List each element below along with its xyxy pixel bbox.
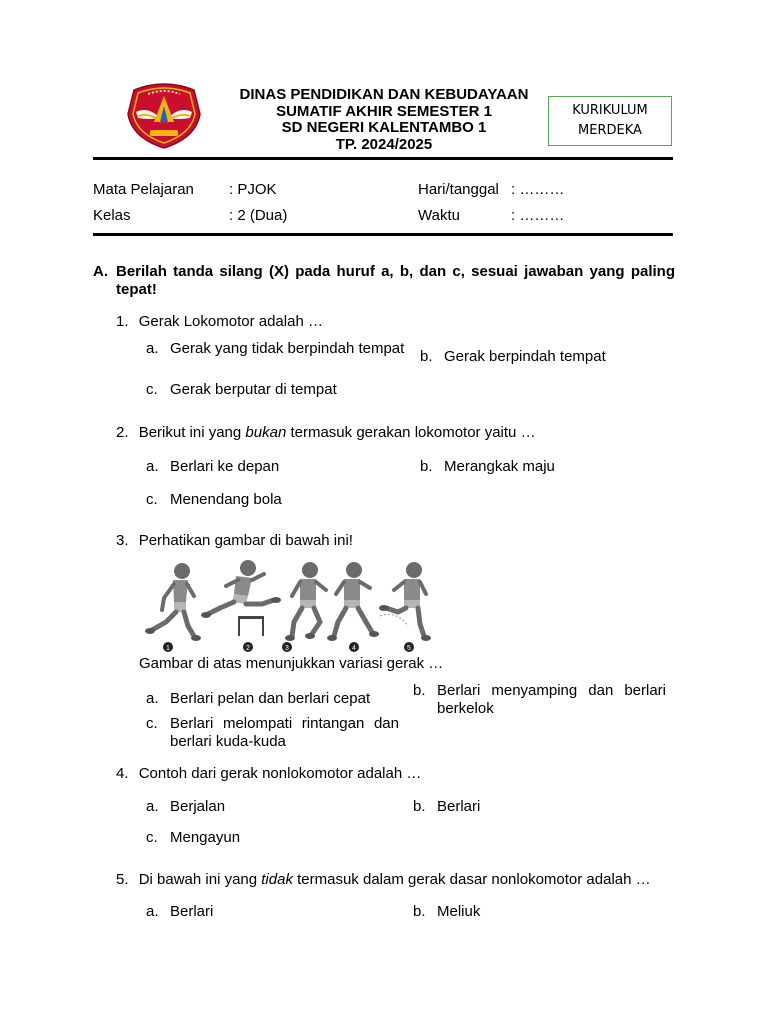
option-text: Berlari ke depan — [170, 458, 280, 475]
section-letter: A. — [93, 263, 108, 280]
header-divider — [93, 157, 673, 160]
q5-option-b[interactable] — [413, 903, 663, 921]
q1-option-b[interactable] — [420, 348, 680, 366]
option-letter: a. — [146, 690, 159, 707]
option-letter: c. — [146, 715, 158, 732]
figure-number-5-label: 5 — [407, 645, 411, 652]
option-letter: c. — [146, 381, 158, 398]
question-number: 1. — [116, 313, 129, 330]
option-text: Berlari melompati rintangan dan berlari kuda-kuda — [170, 715, 399, 750]
option-letter: c. — [146, 491, 158, 508]
question-text: Perhatikan gambar di bawah ini! — [138, 532, 353, 549]
question-4 — [116, 765, 421, 783]
question-number: 3. — [116, 532, 129, 549]
option-text: Gerak berputar di tempat — [170, 381, 337, 398]
question-number: 5. — [116, 871, 129, 888]
q1-option-c[interactable] — [146, 381, 426, 399]
runner-figure-2 — [201, 560, 281, 636]
time-value: : ……… — [511, 207, 565, 224]
q4-option-b[interactable] — [413, 798, 663, 816]
section-a-instruction — [93, 263, 675, 298]
figure-number-4-label: 4 — [352, 645, 356, 652]
option-letter: b. — [413, 798, 426, 815]
question-text: Contoh dari gerak nonlokomotor adalah … — [138, 765, 422, 782]
question-text-pre: Di bawah ini yang — [138, 871, 262, 888]
option-letter: b. — [420, 348, 433, 365]
q3-option-a[interactable] — [146, 690, 406, 708]
question-text — [139, 871, 651, 888]
question-text-emphasis: tidak — [261, 871, 293, 888]
question-number: 2. — [116, 424, 129, 441]
runner-figure-1 — [145, 563, 201, 641]
option-letter: a. — [146, 340, 159, 357]
info-divider — [93, 233, 673, 236]
question-text-post: termasuk dalam gerak dasar nonlokomotor adalah … — [292, 871, 651, 888]
day-value: : ……… — [511, 181, 565, 198]
option-text: Mengayun — [170, 829, 241, 846]
option-text: Gerak berpindah tempat — [444, 348, 606, 365]
header-title — [214, 87, 554, 153]
q5-option-a[interactable] — [146, 903, 396, 921]
q3-option-b[interactable] — [413, 682, 666, 717]
running-figure — [140, 560, 440, 654]
header-line-2: SUMATIF AKHIR SEMESTER 1 — [276, 102, 492, 120]
header-line-3: SD NEGERI KALENTAMBO 1 — [281, 119, 487, 136]
question-5 — [116, 871, 651, 889]
runner-figure-3 — [285, 562, 326, 641]
option-letter: b. — [420, 458, 433, 475]
header-line-1: DINAS PENDIDIKAN DAN KEBUDAYAAN — [239, 86, 529, 103]
option-letter: c. — [146, 829, 158, 846]
question-3 — [116, 532, 353, 550]
q4-option-c[interactable] — [146, 829, 396, 847]
class-label: Kelas — [93, 207, 131, 224]
option-text: Gerak yang tidak berpindah tempat — [170, 340, 405, 357]
question-text: Gerak Lokomotor adalah … — [138, 313, 323, 330]
question-1 — [116, 313, 323, 331]
option-letter: b. — [413, 682, 426, 699]
q4-option-a[interactable] — [146, 798, 396, 816]
q2-option-a[interactable] — [146, 458, 406, 476]
badge-line-1: KURIKULUM — [572, 103, 648, 118]
question-2 — [116, 424, 536, 442]
option-text: Berlari pelan dan berlari cepat — [170, 690, 371, 707]
figure-number-2-label: 2 — [246, 645, 250, 652]
curriculum-badge — [548, 96, 672, 146]
q2-option-c[interactable] — [146, 491, 406, 509]
option-letter: a. — [146, 903, 159, 920]
class-value: : 2 (Dua) — [229, 207, 288, 224]
school-logo — [124, 76, 204, 150]
section-instruction-text: Berilah tanda silang (X) pada huruf a, b, dan c, sesuai jawaban yang paling tepat! — [116, 263, 675, 298]
option-text: Merangkak maju — [444, 458, 555, 475]
option-text: Berjalan — [170, 798, 226, 815]
subject-label: Mata Pelajaran — [93, 181, 194, 198]
runner-figure-4 — [327, 562, 379, 641]
option-text: Meliuk — [437, 903, 481, 920]
header-line-4: TP. 2024/2025 — [335, 135, 433, 153]
option-text: Berlari menyamping dan berlari berkelok — [437, 682, 666, 717]
figure-number-3-label: 3 — [285, 645, 289, 652]
option-text: Menendang bola — [170, 491, 282, 508]
time-label: Waktu — [418, 207, 460, 224]
q1-option-a[interactable] — [146, 340, 407, 358]
option-letter: b. — [413, 903, 426, 920]
option-letter: a. — [146, 798, 159, 815]
q2-option-b[interactable] — [420, 458, 680, 476]
subject-value: : PJOK — [229, 181, 277, 198]
badge-line-2: MERDEKA — [578, 123, 642, 138]
question-text-emphasis: bukan — [245, 424, 287, 441]
option-text: Berlari — [437, 798, 481, 815]
question-number: 4. — [116, 765, 129, 782]
figure-caption: Gambar di atas menunjukkan variasi gerak … — [139, 655, 444, 672]
option-letter: a. — [146, 458, 159, 475]
question-text-post: termasuk gerakan lokomotor yaitu … — [286, 424, 536, 441]
day-label: Hari/tanggal — [418, 181, 499, 198]
figure-number-1-label: 1 — [166, 645, 170, 652]
q3-option-c[interactable] — [146, 715, 399, 750]
question-text-pre: Berikut ini yang — [138, 424, 246, 441]
question-text — [139, 424, 536, 441]
option-text: Berlari — [170, 903, 214, 920]
runner-figure-5 — [379, 562, 431, 641]
